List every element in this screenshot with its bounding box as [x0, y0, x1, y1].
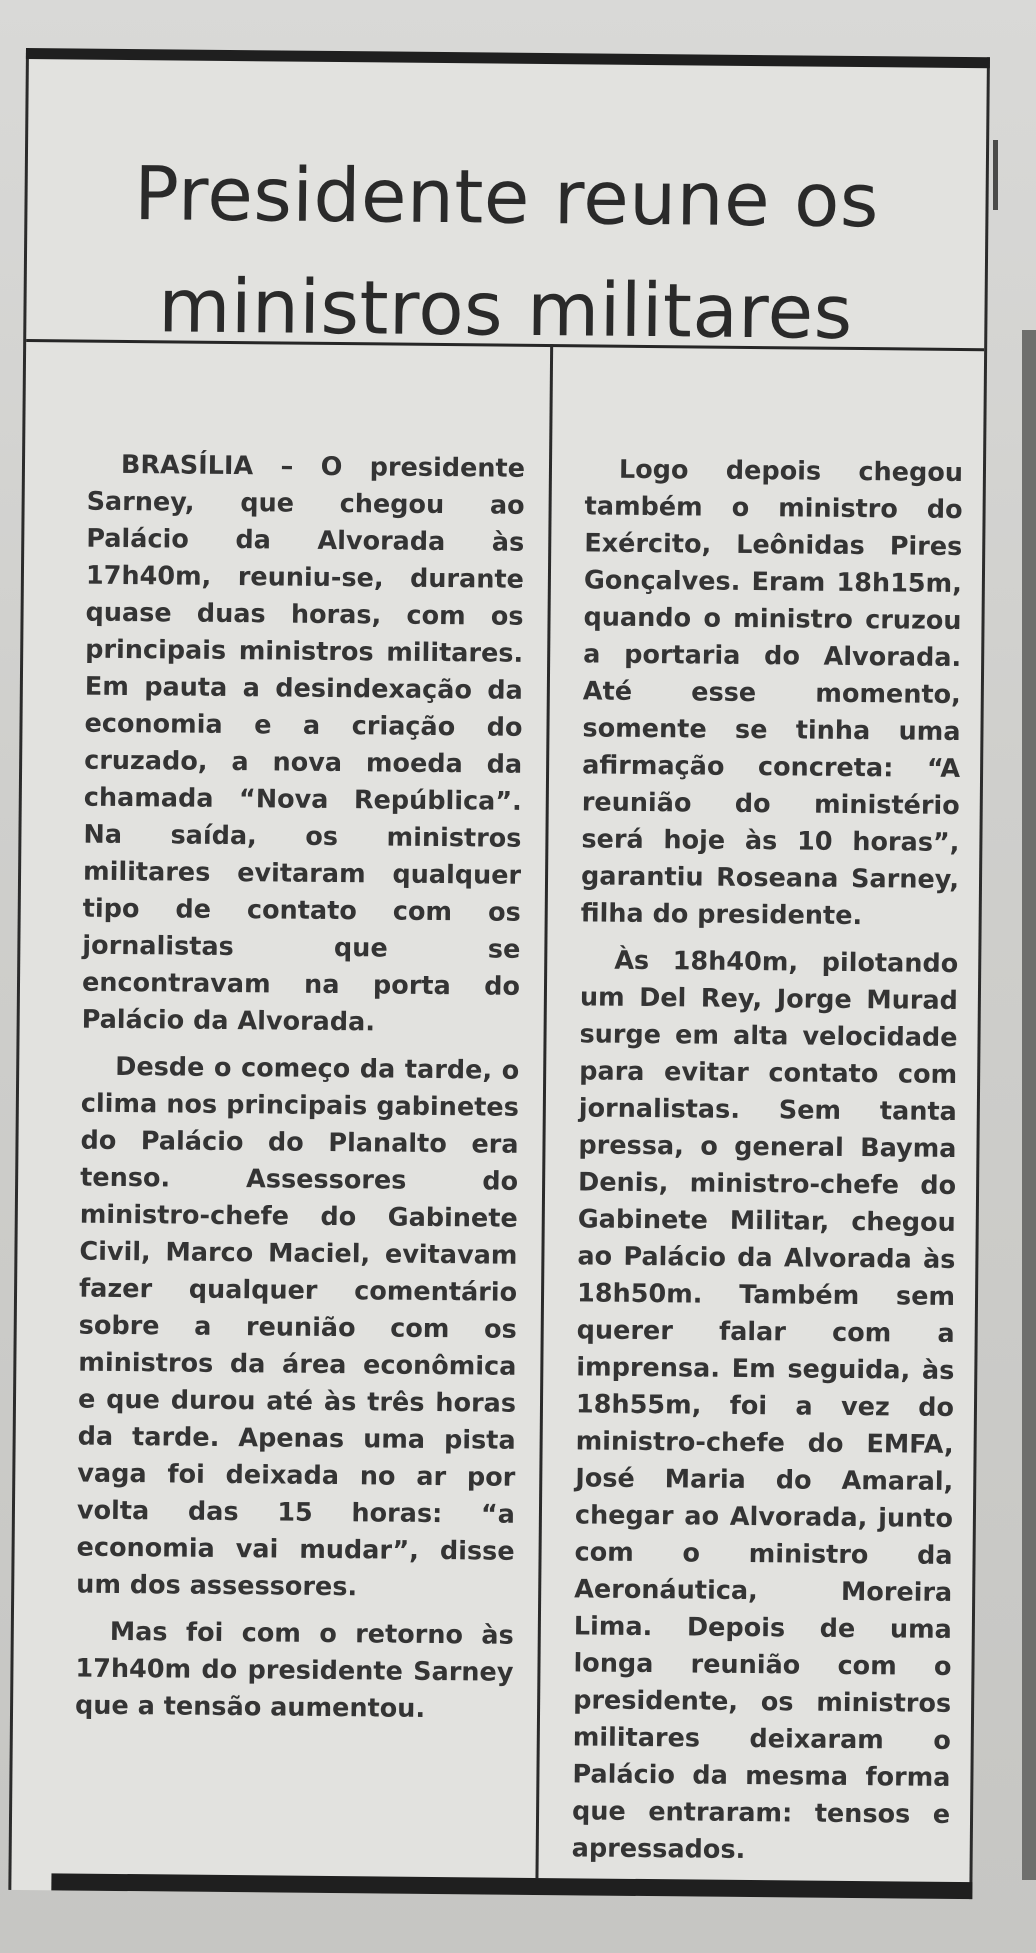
dateline: BRASÍLIA – [120, 449, 294, 482]
paragraph-2: Desde o começo da tarde, o clima nos principais gabinetes do Palácio do Planalto era tenso. Assessores do ministro-chefe do Gabinete Civil, Marco Maciel, evitavam fazer qualquer comentário sobre a reunião com os ministros da área econômica e que durou até às três horas da tarde. Apenas uma pista vaga foi deixada no ar por volta das 15 horas: “a economia vai mudar”, disse um dos assessores. [76, 1051, 520, 1603]
paragraph-4: Logo depois chegou também o ministro do Exército, Leônidas Pires Gonçalves. Eram 18h15m, quando o ministro cruzou a portaria do Alvorada. Até esse momento, somente se tinha uma afirmação concreta: “A reunião do ministério será hoje às 10 horas”, garantiu Roseana Sarney, filha do presidente. [580, 454, 964, 932]
right-column [571, 451, 963, 1881]
paragraph-3: Mas foi com o retorno às 17h40m do presidente Sarney que a tensão aumentou. [74, 1616, 514, 1724]
newspaper-clipping [8, 48, 990, 1899]
adjacent-page-edge [1022, 330, 1036, 1880]
paragraph-5: Às 18h40m, pilotando um Del Rey, Jorge Murad surge em alta velocidade para evitar contato com jornalistas. Sem tanta pressa, o general Bayma Denis, ministro-chefe do Gabinete Militar, chegou ao Palácio da Alvorada às 18h50m. Também sem querer falar com a imprensa. Em seguida, às 18h55m, foi a vez do ministro-chefe do EMFA, José Maria do Amaral, chegar ao Alvorada, junto com o ministro da Aeronáutica, Moreira Lima. Depois de uma longa reunião com o presidente, os ministros militares deixaram o Palácio da mesma forma que entraram: tensos e apressados. [571, 945, 959, 1865]
headline: Presidente reune os ministros militares [133, 151, 880, 356]
paragraph-1 [81, 447, 525, 1043]
left-column [75, 447, 525, 1739]
paragraph-1-text: O presidente Sarney, que chegou ao Palácio da Alvorada às 17h40m, reuniu-se, durante quase duas horas, com os principais ministros militares. Em pauta a desindexação da economia e a criação do cruzado, a nova moeda da chamada “Nova República”. Na saída, os ministros militares evitaram qualquer tipo de contato com os jornalistas que se encontravam na porta do Palácio da Alvorada. [81, 451, 526, 1038]
column-divider [535, 344, 553, 1878]
adjacent-clipping-mark [993, 140, 998, 210]
headline-box [26, 59, 987, 356]
